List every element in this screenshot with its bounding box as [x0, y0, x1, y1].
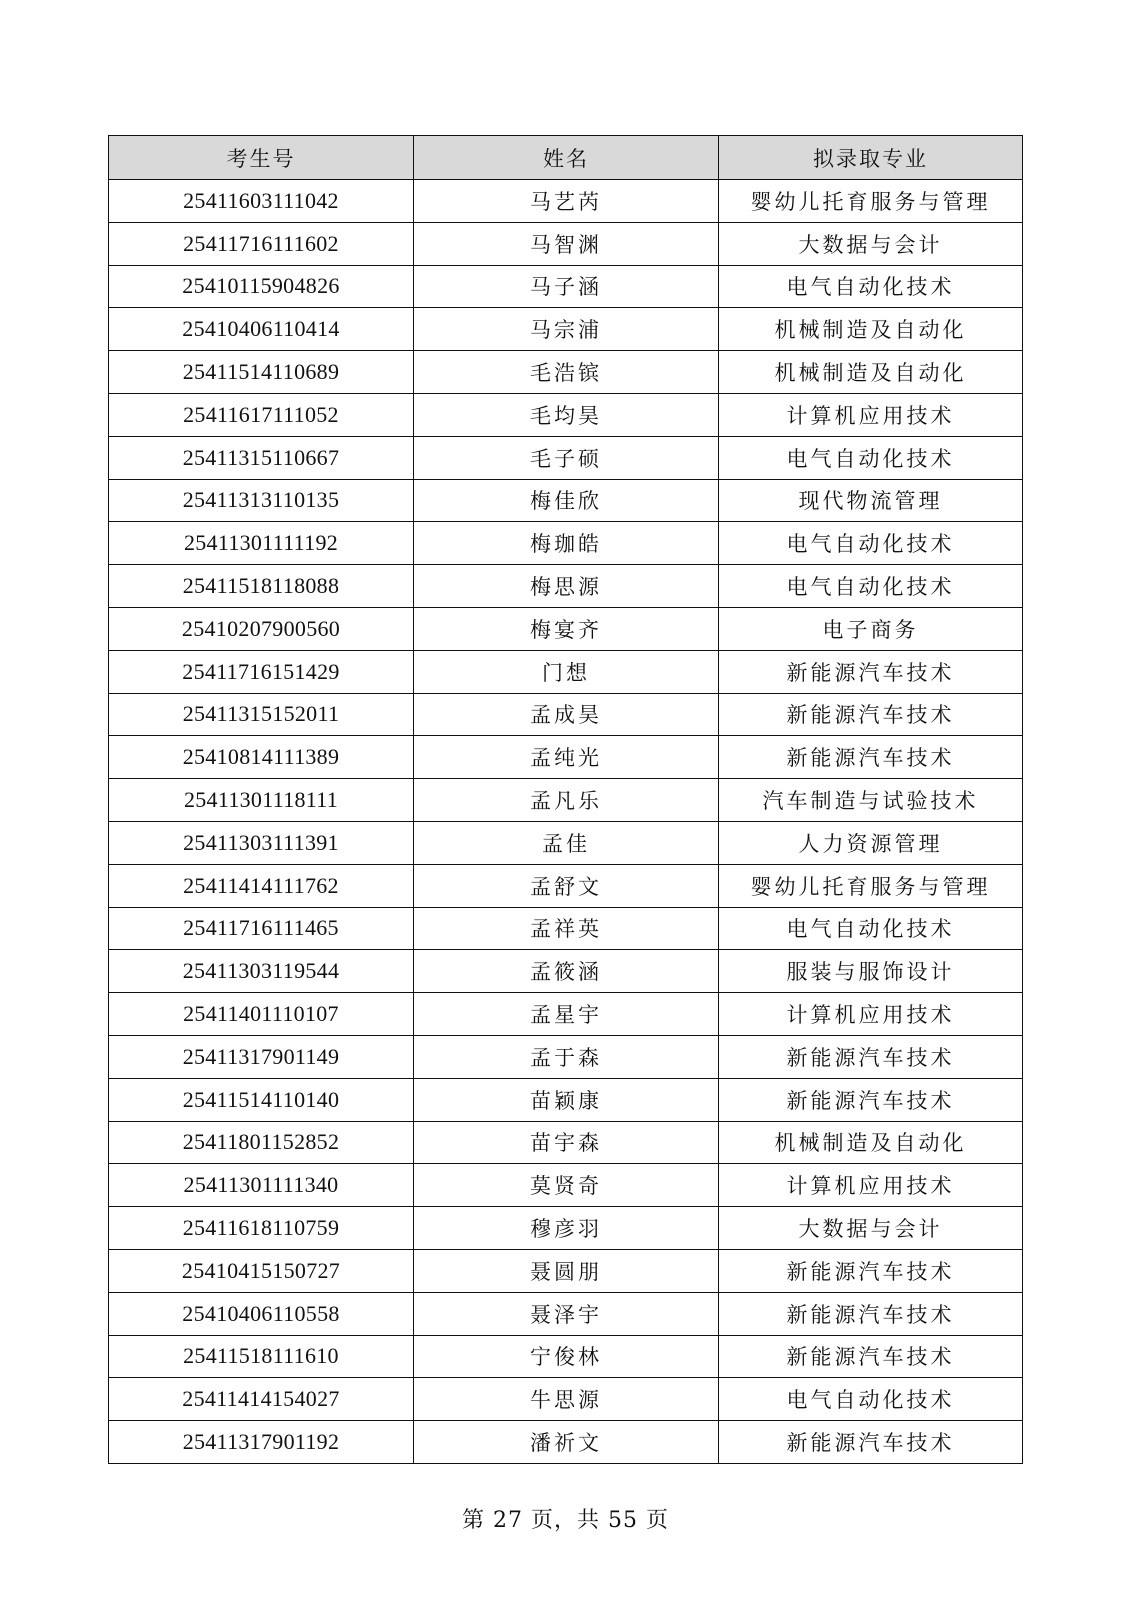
cell-major: 计算机应用技术: [719, 993, 1023, 1036]
cell-major: 新能源汽车技术: [719, 1421, 1023, 1464]
cell-exam-id: 25411518111610: [109, 1335, 414, 1378]
cell-exam-id: 25411716111602: [109, 222, 414, 265]
table-row: [109, 1035, 1023, 1078]
cell-major: 电气自动化技术: [719, 522, 1023, 565]
cell-major: 新能源汽车技术: [719, 693, 1023, 736]
table-body: [109, 180, 1023, 1464]
cell-major: 大数据与会计: [719, 222, 1023, 265]
table-row: [109, 1207, 1023, 1250]
cell-major: 机械制造及自动化: [719, 1121, 1023, 1164]
cell-exam-id: 25411303111391: [109, 821, 414, 864]
table-row: [109, 436, 1023, 479]
page-footer: 第 27 页，共 55 页: [462, 1508, 669, 1533]
cell-name: 孟成昊: [414, 693, 719, 736]
cell-name: 聂泽宇: [414, 1292, 719, 1335]
cell-major: 婴幼儿托育服务与管理: [719, 180, 1023, 223]
cell-name: 穆彦羽: [414, 1207, 719, 1250]
cell-name: 宁俊林: [414, 1335, 719, 1378]
cell-exam-id: 25411315110667: [109, 436, 414, 479]
header-name: 姓名: [414, 136, 719, 180]
table-row: [109, 222, 1023, 265]
cell-name: 孟星宇: [414, 993, 719, 1036]
cell-name: 孟佳: [414, 821, 719, 864]
cell-name: 牛思源: [414, 1378, 719, 1421]
cell-exam-id: 25411317901192: [109, 1421, 414, 1464]
cell-exam-id: 25411716151429: [109, 650, 414, 693]
cell-exam-id: 25410415150727: [109, 1249, 414, 1292]
table-row: [109, 1335, 1023, 1378]
cell-major: 电子商务: [719, 607, 1023, 650]
cell-name: 莫贤奇: [414, 1164, 719, 1207]
cell-major: 新能源汽车技术: [719, 1249, 1023, 1292]
cell-name: 马子涵: [414, 265, 719, 308]
cell-major: 大数据与会计: [719, 1207, 1023, 1250]
cell-name: 孟纯光: [414, 736, 719, 779]
cell-name: 毛浩镔: [414, 351, 719, 394]
cell-name: 马宗浦: [414, 308, 719, 351]
cell-exam-id: 25411617111052: [109, 393, 414, 436]
cell-major: 电气自动化技术: [719, 907, 1023, 950]
cell-name: 聂圆朋: [414, 1249, 719, 1292]
table-row: [109, 565, 1023, 608]
cell-exam-id: 25411618110759: [109, 1207, 414, 1250]
cell-name: 梅珈皓: [414, 522, 719, 565]
table-row: [109, 1378, 1023, 1421]
table-row: [109, 1421, 1023, 1464]
table-row: [109, 607, 1023, 650]
table-row: [109, 1249, 1023, 1292]
cell-major: 电气自动化技术: [719, 565, 1023, 608]
table-row: [109, 351, 1023, 394]
cell-name: 孟于森: [414, 1035, 719, 1078]
table-row: [109, 864, 1023, 907]
table-header-row: [109, 136, 1023, 180]
table-row: [109, 308, 1023, 351]
table-row: [109, 693, 1023, 736]
cell-name: 孟祥英: [414, 907, 719, 950]
cell-name: 梅佳欣: [414, 479, 719, 522]
cell-exam-id: 25411514110140: [109, 1078, 414, 1121]
table-row: [109, 907, 1023, 950]
cell-major: 新能源汽车技术: [719, 650, 1023, 693]
cell-exam-id: 25411317901149: [109, 1035, 414, 1078]
table-row: [109, 522, 1023, 565]
cell-exam-id: 25411414111762: [109, 864, 414, 907]
table-row: [109, 1164, 1023, 1207]
cell-exam-id: 25410207900560: [109, 607, 414, 650]
cell-exam-id: 25411301111340: [109, 1164, 414, 1207]
table-row: [109, 479, 1023, 522]
table-row: [109, 779, 1023, 822]
cell-exam-id: 25411716111465: [109, 907, 414, 950]
cell-exam-id: 25411518118088: [109, 565, 414, 608]
table-row: [109, 993, 1023, 1036]
cell-name: 孟筱涵: [414, 950, 719, 993]
cell-major: 新能源汽车技术: [719, 1292, 1023, 1335]
table-row: [109, 950, 1023, 993]
cell-name: 门想: [414, 650, 719, 693]
cell-major: 服装与服饰设计: [719, 950, 1023, 993]
table-row: [109, 1078, 1023, 1121]
header-exam-id: 考生号: [109, 136, 414, 180]
cell-exam-id: 25411303119544: [109, 950, 414, 993]
cell-name: 潘祈文: [414, 1421, 719, 1464]
cell-exam-id: 25410406110414: [109, 308, 414, 351]
cell-exam-id: 25411301111192: [109, 522, 414, 565]
cell-name: 梅宴齐: [414, 607, 719, 650]
cell-name: 苗颖康: [414, 1078, 719, 1121]
cell-name: 梅思源: [414, 565, 719, 608]
cell-exam-id: 25411801152852: [109, 1121, 414, 1164]
cell-name: 苗宇森: [414, 1121, 719, 1164]
table-row: [109, 650, 1023, 693]
cell-exam-id: 25411603111042: [109, 180, 414, 223]
table-row: [109, 393, 1023, 436]
cell-major: 计算机应用技术: [719, 393, 1023, 436]
cell-name: 孟舒文: [414, 864, 719, 907]
cell-exam-id: 25410406110558: [109, 1292, 414, 1335]
cell-major: 电气自动化技术: [719, 265, 1023, 308]
cell-exam-id: 25410115904826: [109, 265, 414, 308]
cell-major: 计算机应用技术: [719, 1164, 1023, 1207]
table-row: [109, 180, 1023, 223]
cell-major: 新能源汽车技术: [719, 736, 1023, 779]
cell-exam-id: 25410814111389: [109, 736, 414, 779]
cell-exam-id: 25411414154027: [109, 1378, 414, 1421]
cell-name: 毛子硕: [414, 436, 719, 479]
cell-name: 毛均昊: [414, 393, 719, 436]
admission-table: [108, 135, 1023, 1464]
cell-major: 机械制造及自动化: [719, 308, 1023, 351]
cell-major: 新能源汽车技术: [719, 1035, 1023, 1078]
cell-major: 电气自动化技术: [719, 436, 1023, 479]
cell-exam-id: 25411514110689: [109, 351, 414, 394]
cell-major: 新能源汽车技术: [719, 1078, 1023, 1121]
cell-major: 人力资源管理: [719, 821, 1023, 864]
cell-major: 现代物流管理: [719, 479, 1023, 522]
cell-major: 汽车制造与试验技术: [719, 779, 1023, 822]
table-row: [109, 736, 1023, 779]
cell-exam-id: 25411315152011: [109, 693, 414, 736]
cell-exam-id: 25411401110107: [109, 993, 414, 1036]
table-row: [109, 1292, 1023, 1335]
header-major: 拟录取专业: [719, 136, 1023, 180]
cell-major: 婴幼儿托育服务与管理: [719, 864, 1023, 907]
cell-name: 马智渊: [414, 222, 719, 265]
table-row: [109, 265, 1023, 308]
cell-exam-id: 25411301118111: [109, 779, 414, 822]
cell-name: 马艺芮: [414, 180, 719, 223]
table-row: [109, 821, 1023, 864]
cell-major: 电气自动化技术: [719, 1378, 1023, 1421]
cell-exam-id: 25411313110135: [109, 479, 414, 522]
cell-major: 机械制造及自动化: [719, 351, 1023, 394]
cell-name: 孟凡乐: [414, 779, 719, 822]
cell-major: 新能源汽车技术: [719, 1335, 1023, 1378]
table-row: [109, 1121, 1023, 1164]
